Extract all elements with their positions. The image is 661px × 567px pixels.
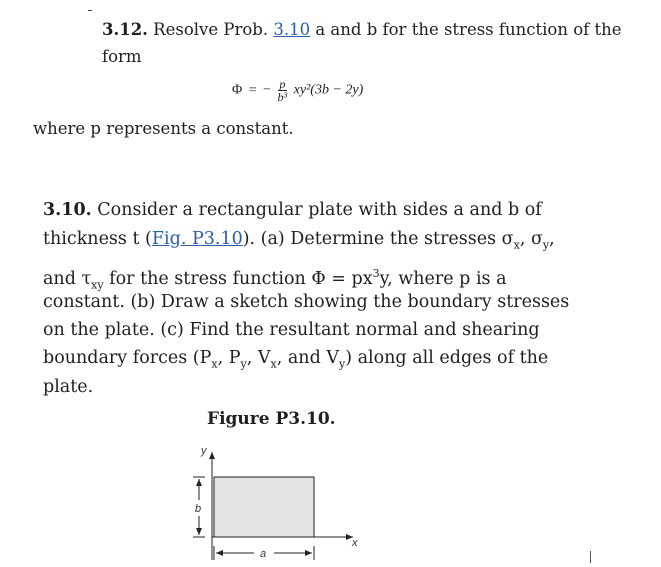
figure-p3-10-diagram: [180, 440, 380, 565]
problem-3-10-number: 3.10.: [43, 200, 92, 220]
problem-text: , σ: [519, 229, 543, 249]
problem-text: , P: [217, 348, 241, 368]
equation-fraction: [278, 78, 288, 103]
figure-title: Figure P3.10.: [207, 409, 336, 429]
subscript: xy: [91, 278, 104, 292]
x-axis-label: x: [352, 537, 358, 549]
problem-text: Consider a rectangular plate with sides a and b of: [91, 200, 542, 220]
equation-rhs: xy²(3b − 2y): [293, 82, 364, 98]
problem-text: a and b for the stress function of the: [310, 20, 622, 39]
problem-text: ,: [549, 229, 555, 249]
problem-3-10-line-6: [43, 344, 548, 379]
problem-text: ). (a) Determine the stresses σ: [242, 229, 514, 249]
problem-text: , and V: [276, 348, 339, 368]
subscript: x: [270, 357, 277, 371]
superscript: 3: [372, 267, 380, 280]
stress-function-equation: [232, 78, 363, 103]
fig-p3-10-link[interactable]: Fig. P3.10: [151, 229, 243, 249]
subscript: x: [211, 357, 218, 371]
problem-3-10-line-2: [43, 225, 555, 260]
y-axis-label: y: [201, 445, 207, 457]
problem-text: thickness t (: [43, 229, 152, 249]
problem-3-10-line-4: constant. (b) Draw a sketch showing the boundary stresses: [43, 292, 570, 312]
equation-minus: −: [263, 82, 272, 98]
problem-3-12-line-1: [102, 20, 622, 39]
b-dimension-label: b: [195, 503, 202, 515]
problem-text: for the stress function Φ = px: [103, 268, 373, 289]
prob-3-10-link[interactable]: 3.10: [273, 20, 311, 39]
problem-3-10-line-5: on the plate. (c) Find the resultant normal and shearing: [43, 320, 540, 340]
subscript: y: [542, 238, 550, 252]
problem-text: , V: [246, 348, 271, 368]
problem-text: y, where p is a: [379, 268, 507, 289]
equation-equals: =: [248, 82, 257, 98]
problem-3-12-line-2: form: [102, 47, 142, 66]
problem-text: boundary forces (P: [43, 348, 212, 368]
equation-lhs: Φ: [232, 82, 243, 98]
problem-text: ) along all edges of the: [345, 348, 549, 368]
rectangular-plate: [214, 477, 314, 537]
subscript: y: [240, 357, 247, 371]
a-dimension-label: a: [260, 548, 267, 560]
problem-3-10-line-7: plate.: [43, 377, 94, 397]
problem-3-10-line-1: [43, 196, 542, 225]
problem-text: Resolve Prob.: [147, 20, 274, 39]
text-cursor-mark: [590, 551, 591, 563]
problem-3-12-number: 3.12.: [102, 20, 148, 39]
fraction-numerator: p: [279, 77, 286, 91]
top-tick-mark: [88, 10, 92, 11]
subscript: y: [338, 357, 346, 371]
problem-text: and τ: [43, 268, 92, 289]
fraction-denominator: b³: [277, 90, 288, 104]
problem-3-12-line-3: where p represents a constant.: [33, 119, 294, 138]
subscript: x: [513, 238, 520, 252]
